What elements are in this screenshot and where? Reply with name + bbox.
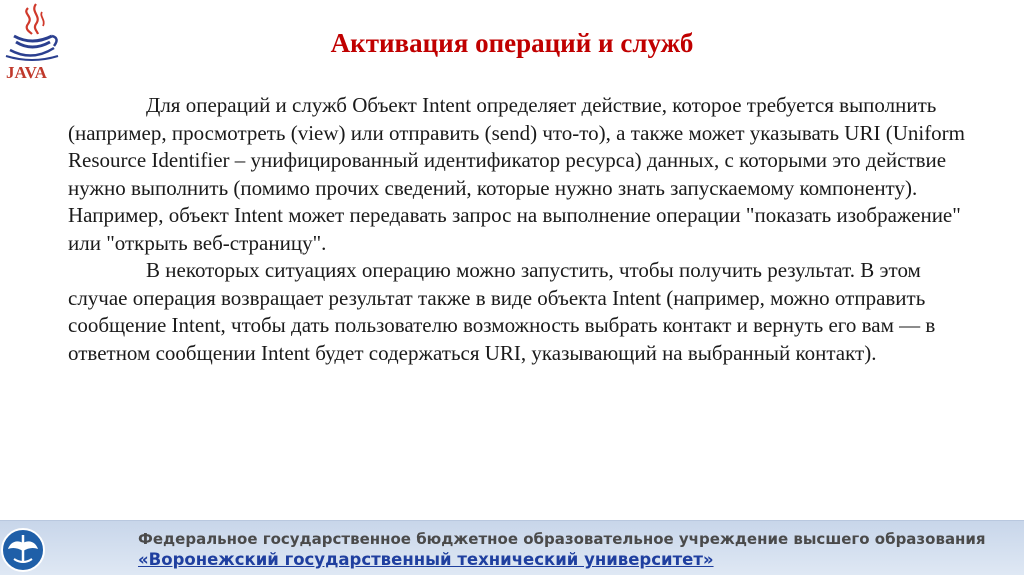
footer-university-link[interactable]: «Воронежский государственный технический университет» — [138, 550, 714, 569]
body-text — [68, 92, 968, 367]
paragraph: Для операций и служб Объект Intent определяет действие, которое требуется выполнить (например, просмотреть (view) или отправить (send) что-то), а также может указывать URI (Uniform Resource Identifier – унифицированный идентификатор ресурса) данных, с которыми это действие нужно выполнить (помимо прочих сведений, которые нужно знать запускаемому компоненту). Например, объект Intent может передавать запрос на выполнение операции "показать изображение" или "открыть веб-страницу". — [68, 93, 966, 255]
footer — [0, 520, 1024, 575]
footer-institution-type: Федеральное государственное бюджетное образовательное учреждение высшего образования — [138, 530, 986, 548]
page-title: Активация операций и служб — [330, 28, 694, 58]
university-emblem-icon — [0, 527, 46, 573]
paragraph: В некоторых ситуациях операцию можно запустить, чтобы получить результат. В этом случае операция возвращает результат также в виде объекта Intent (например, можно отправить сообщение Intent, чтобы дать пользователю возможность выбрать контакт и вернуть его вам — в ответном сообщении Intent будет содержаться URI, указывающий на выбранный контакт). — [68, 258, 936, 365]
svg-text:JAVA: JAVA — [6, 63, 47, 82]
